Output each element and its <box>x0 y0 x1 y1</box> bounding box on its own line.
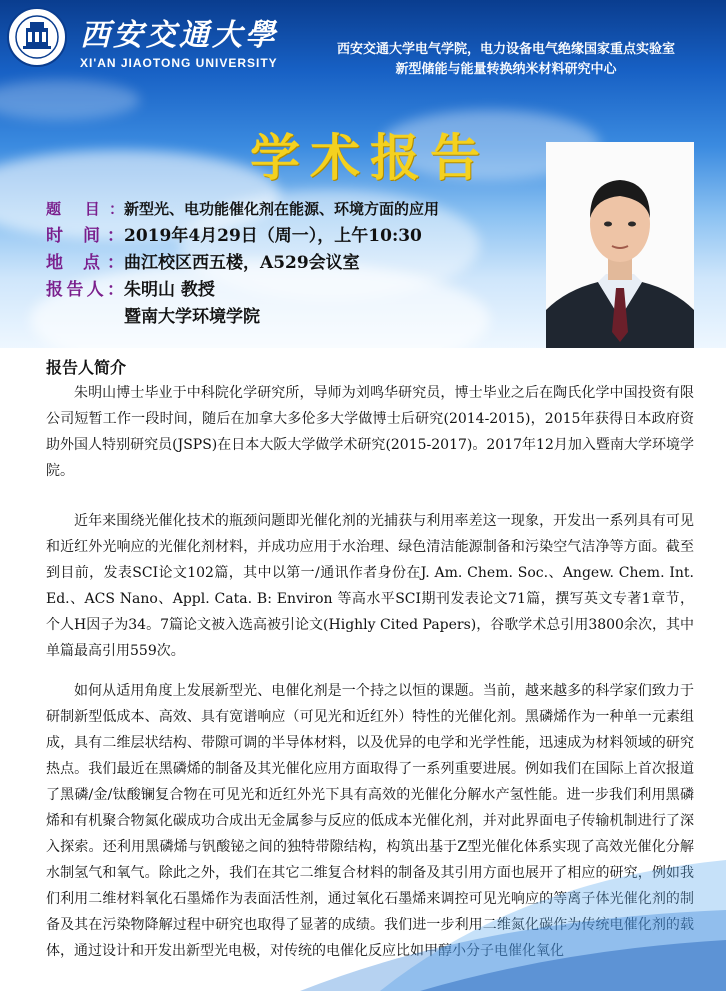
topic-label: 题 目： <box>46 200 124 218</box>
speaker-label: 报告人： <box>46 280 124 300</box>
info-topic <box>46 197 439 221</box>
info-place <box>46 251 360 275</box>
university-name-cn: 西安交通大學 <box>80 18 278 53</box>
university-seal-icon <box>6 6 68 68</box>
organizer-line-2: 新型储能与能量转换纳米材料研究中心 <box>395 62 617 77</box>
bio-paragraph-1: 朱明山博士毕业于中科院化学研究所，导师为刘鸣华研究员，博士毕业之后在陶氏化学中国投资有限公司短暂工作一段时间，随后在加拿大多伦多大学做博士后研究(2014-2015)，2015年获得日本政府资助外国人特别研究员(JSPS)在日本大阪大学做学术研究(2015-2017)。2017年12月加入暨南大学环境学院。 <box>46 385 694 479</box>
speaker-photo <box>546 142 694 348</box>
page-title: 学术报告 <box>250 128 490 187</box>
time-label: 时 间： <box>46 226 124 246</box>
info-speaker <box>46 278 215 302</box>
place-value: 曲江校区西五楼，A529会议室 <box>124 253 360 273</box>
bio-paragraph-3: 如何从适用角度上发展新型光、电催化剂是一个持之以恒的课题。当前，越来越多的科学家们致力于研制新型低成本、高效、具有宽谱响应（可见光和近红外）特性的光催化剂。黑磷烯作为一种单一元素组成，具有二维层状结构、带隙可调的半导体材料，以及优异的电学和光学性能，迅速成为材料领域的研究热点。我们最近在黑磷烯的制备及其光催化应用方面取得了一系列重要进展。例如我们在国际上首次报道了黑磷/金/钛酸镧复合物在可见光和近红外光下具有高效的光催化分解水产氢性能。进一步我们利用黑磷烯和有机聚合物氮化碳成功合成出无金属参与反应的低成本光催化剂，并对此界面电子传输机制进行了深入探索。还利用黑磷烯与钒酸铋之间的独特带隙结构，构筑出基于Z型光催化体系实现了高效光催化分解水制氢气和氧气。除此之外，我们在其它二维复合材料的制备及其引用方面也展开了相应的研究，例如我们利用二维材料氧化石墨烯作为表面活性剂，通过氧化石墨烯来调控可见光响应的等离子体光催化剂的制备及其在污染物降解过程中研究也取得了显著的成绩。我们进一步利用二维氮化碳作为传统电催化剂的载体，通过设计和开发出新型光电极，对传统的电催化反应比如甲醇小分子电催化氧化 <box>46 683 694 959</box>
speaker-value: 朱明山 教授 <box>124 280 215 300</box>
university-name-en: XI'AN JIAOTONG UNIVERSITY <box>80 56 278 70</box>
place-label: 地 点： <box>46 253 124 273</box>
organizer-block <box>296 40 716 80</box>
topic-value: 新型光、电功能催化剂在能源、环境方面的应用 <box>124 200 440 218</box>
time-value: 2019年4月29日（周一），上午10:30 <box>124 226 422 246</box>
section-title: 报告人简介 <box>46 358 127 377</box>
affiliation-value: 暨南大学环境学院 <box>124 307 260 327</box>
bio-paragraph-2: 近年来围绕光催化技术的瓶颈问题即光催化剂的光捕获与利用率差这一现象，开发出一系列具有可见和近红外光响应的光催化剂材料，并成功应用于水治理、绿色清洁能源制备和污染空气洁净等方面。截至到目前，发表SCI论文102篇，其中以第一/通讯作者身份在J. Am. Chem. Soc.、Angew. Chem. Int. Ed.、ACS Nano、Appl. Cata. B: Environ 等高水平SCI期刊发表论文71篇，撰写英文专著1章节，个人H因子为34。7篇论文被入选高被引论文(Highly Cited Papers)，谷歌学术总引用3800余次，其中单篇最高引用559次。 <box>46 513 694 659</box>
info-affiliation <box>124 305 260 329</box>
organizer-line-1: 西安交通大学电气学院，电力设备电气绝缘国家重点实验室 <box>336 42 675 57</box>
info-time <box>46 224 422 248</box>
